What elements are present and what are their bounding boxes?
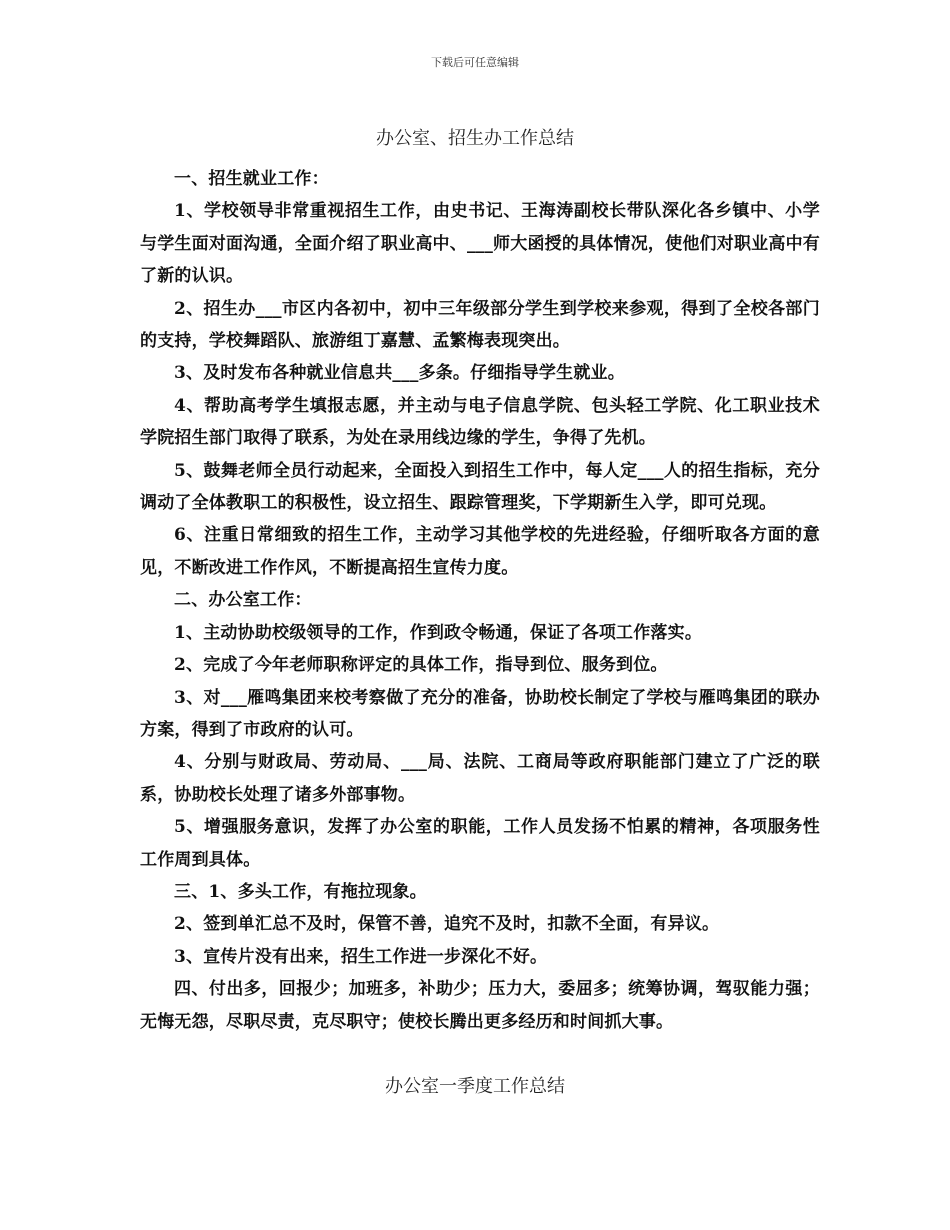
paragraph: 6、注重日常细致的招生工作，主动学习其他学校的先进经验，仔细听取各方面的意见，不断改进工作作风，不断提高招生宣传力度。 [140,525,820,578]
paragraph: 2、招生办___市区内各初中，初中三年级部分学生到学校来参观，得到了全校各部门的支持，学校舞蹈队、旅游组丁嘉慧、孟繁梅表现突出。 [140,298,820,352]
document-body [140,163,820,1038]
paragraph: 3、宣传片没有出来，招生工作进一步深化不好。 [174,946,548,967]
paragraph: 4、分别与财政局、劳动局、___局、法院、工商局等政府职能部门建立了广泛的联系，协助校长处理了诸多外部事物。 [140,752,820,805]
paragraph: 5、增强服务意识，发挥了办公室的职能，工作人员发扬不怕累的精神，各项服务性工作周到具体。 [140,817,820,870]
paragraph: 2、签到单汇总不及时，保管不善，追究不及时，扣款不全面，有异议。 [174,914,720,935]
paragraph: 5、鼓舞老师全员行动起来，全面投入到招生工作中，每人定___人的招生指标，充分调动了全体教职工的积极性，设立招生、跟踪管理奖，下学期新生入学，即可兑现。 [140,460,820,514]
paragraph: 1、学校领导非常重视招生工作，由史书记、王海涛副校长带队深化各乡镇中、小学与学生面对面沟通，全面介绍了职业高中、___师大函授的具体情况，使他们对职业高中有了新的认识。 [140,201,820,287]
paragraph: 3、及时发布各种就业信息共___多条。仔细指导学生就业。 [174,363,625,384]
section-heading-2: 二、办公室工作： [174,590,312,611]
paragraph: 2、完成了今年老师职称评定的具体工作，指导到位、服务到位。 [174,655,668,676]
document-title: 办公室、招生办工作总结 [376,128,574,149]
paragraph: 3、对___雁鸣集团来校考察做了充分的准备，协助校长制定了学校与雁鸣集团的联办方案，得到了市政府的认可。 [140,687,820,740]
section-heading-1: 一、招生就业工作： [174,169,329,189]
header-note: 下载后可任意编辑 [431,56,519,69]
section-heading-3: 三、1、多头工作，有拖拉现象。 [174,881,427,902]
section-heading-4: 四、付出多，回报少；加班多，补助少；压力大，委屈多；统筹协调，驾驭能力强；无悔无怨，尽职尽责，克尽职守；使校长腾出更多经历和时间抓大事。 [140,979,820,1032]
paragraph: 1、主动协助校级领导的工作，作到政令畅通，保证了各项工作落实。 [174,622,703,643]
paragraph: 4、帮助高考学生填报志愿，并主动与电子信息学院、包头轻工学院、化工职业技术学院招生部门取得了联系，为处在录用线边缘的学生，争得了先机。 [140,395,820,449]
next-document-title: 办公室一季度工作总结 [385,1076,565,1097]
